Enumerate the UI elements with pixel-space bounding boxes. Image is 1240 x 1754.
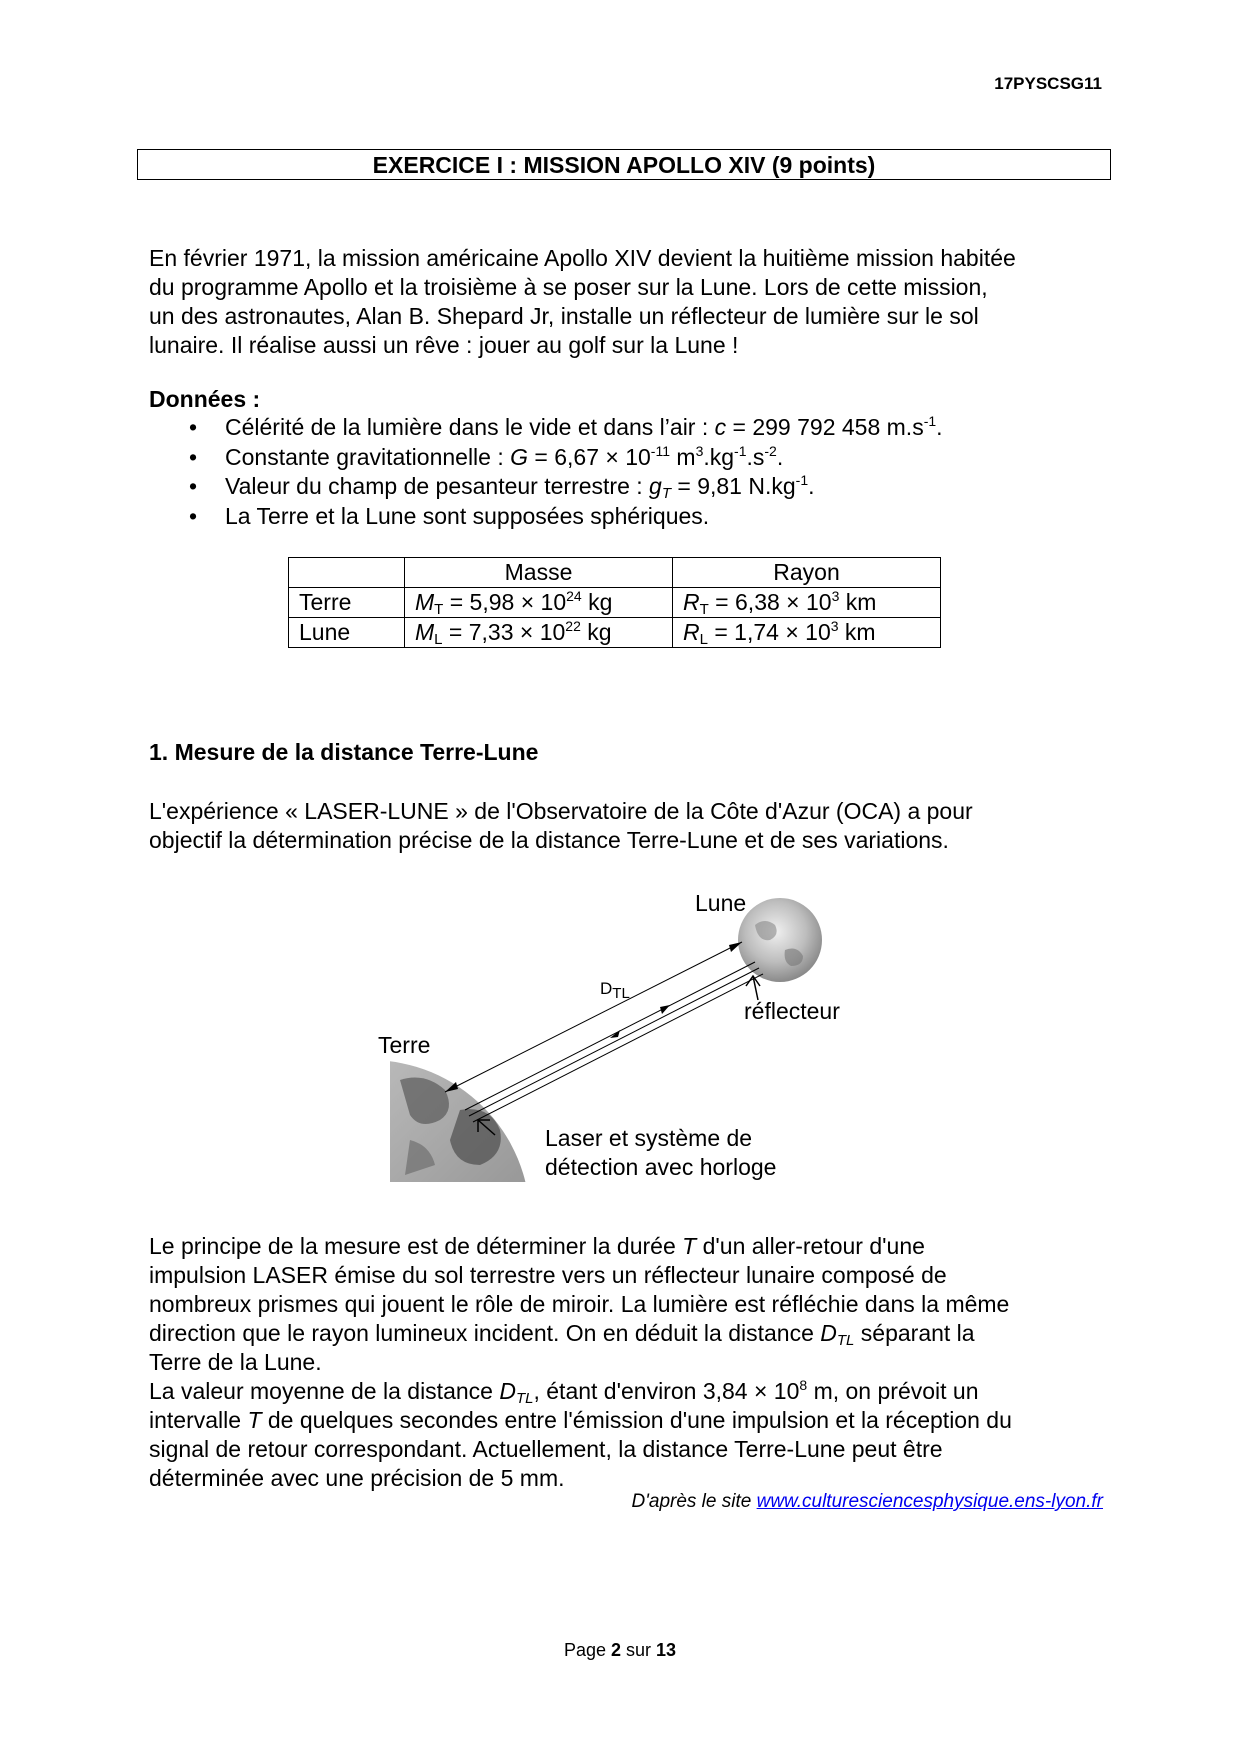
source-citation: D'après le site www.culturesciencesphysique.ens-lyon.fr xyxy=(631,1491,1103,1512)
exercise-title: EXERCICE I : MISSION APOLLO XIV (9 points) xyxy=(137,149,1111,180)
section1-paragraph: L'expérience « LASER-LUNE » de l'Observatoire de la Côte d'Azur (OCA) a pour objectif la détermination précise de la distance Terre-Lune et de ses variations. xyxy=(149,798,973,853)
section-heading: 1. Mesure de la distance Terre-Lune xyxy=(149,739,539,765)
source-link[interactable]: www.culturesciencesphysique.ens-lyon.fr xyxy=(756,1491,1103,1512)
label-reflecteur: réflecteur xyxy=(744,998,840,1024)
table-row xyxy=(289,558,941,588)
table-row xyxy=(289,588,941,618)
bullet-icon: • xyxy=(189,414,198,440)
label-lune: Lune xyxy=(695,890,747,916)
data-table xyxy=(288,557,941,648)
intro-line: lunaire. Il réalise aussi un rêve : jouer au golf sur la Lune ! xyxy=(149,332,739,358)
donnees-heading: Données : xyxy=(149,386,261,412)
table-cell: $R_L = 1,74 \times 10^3$ km xyxy=(673,618,941,648)
table-row-label: Terre xyxy=(289,588,405,618)
label-laser: Laser et système de détection avec horloge xyxy=(545,1125,777,1180)
intro-line: En février 1971, la mission américaine Apollo XIV devient la huitième mission habitée xyxy=(149,245,1016,271)
list-item: • Constante gravitationnelle : $G = 6,67 \times 10^{-11}$ $m^3.kg^{-1}.s^{-2}$. xyxy=(149,443,1109,473)
table-header-rayon: Rayon xyxy=(673,558,941,588)
table-cell: $M_T = 5,98 \times 10^{24}$ kg xyxy=(405,588,673,618)
donnees-list xyxy=(149,413,1109,531)
table-cell: $R_T = 6,38 \times 10^3$ km xyxy=(673,588,941,618)
moon-icon xyxy=(738,898,822,982)
bullet-icon: • xyxy=(189,443,198,470)
principe-paragraph: Le principe de la mesure est de déterminer la durée T d'un aller-retour d'une impulsion LASER émise du sol terrestre vers un réflecteur lunaire composé de nombreux prismes qui jouent le rôle de miroir. La lumière est réfléchie dans la même direction que le rayon lumineux incident. On en déduit la distance $D_{TL}$ séparant la Terre de la Lune. La valeur moyenne de la distance $D_{TL}$, étant d'environ $3,84 \times 10^8$ m, on prévoit un intervalle T de quelques secondes entre l'émission d'une impulsion et la réception du signal de retour correspondant. Actuellement, la distance Terre-Lune peut être déterminée avec une précision de 5 mm. xyxy=(149,1233,1012,1491)
earth-moon-diagram xyxy=(370,880,890,1190)
page-footer: Page 2 sur 13 xyxy=(563,1640,677,1660)
document-code: 17PYSCSG11 xyxy=(994,74,1102,93)
bullet-icon: • xyxy=(189,502,198,529)
intro-line: un des astronautes, Alan B. Shepard Jr, installe un réflecteur de lumière sur le sol xyxy=(149,303,979,329)
intro-paragraph xyxy=(149,244,1102,360)
list-item: • Valeur du champ de pesanteur terrestre : $g_T = 9,81$ $N.kg^{-1}$. xyxy=(189,472,815,502)
bullet-icon: • xyxy=(189,473,198,499)
table-row xyxy=(289,618,941,648)
table-row-label: Lune xyxy=(289,618,405,648)
table-cell: $M_L = 7,33 \times 10^{22}$ kg xyxy=(405,618,673,648)
table-cell xyxy=(289,558,405,588)
label-terre: Terre xyxy=(378,1032,431,1058)
list-item: • La Terre et la Lune sont supposées sphériques. xyxy=(149,502,1109,532)
earth-icon xyxy=(370,1060,530,1190)
intro-line: du programme Apollo et la troisième à se poser sur la Lune. Lors de cette mission, xyxy=(149,274,988,300)
list-item: • Célérité de la lumière dans le vide et dans l’air : c = 299 792 458 $m.s^{-1}$. xyxy=(149,413,1109,443)
label-dtl: $D_{TL}$ xyxy=(600,979,630,1002)
table-header-masse: Masse xyxy=(405,558,673,588)
